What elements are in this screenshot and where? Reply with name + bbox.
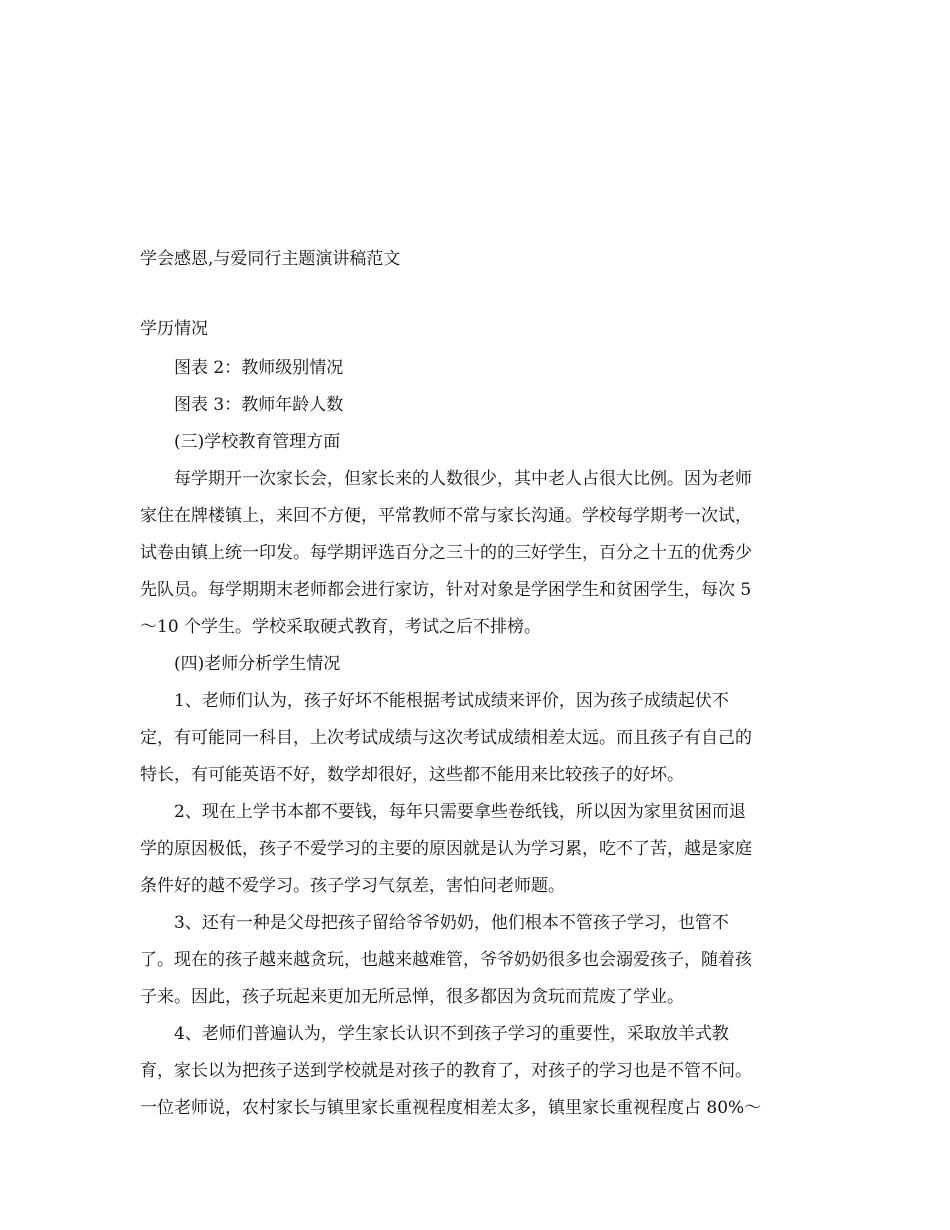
paragraph-line: 了。现在的孩子越来越贪玩，也越来越难管，爷爷奶奶很多也会溺爱孩子，随着孩 xyxy=(140,950,752,970)
sub-heading-teacher-analysis: (四)老师分析学生情况 xyxy=(174,654,341,674)
paragraph-line: 每学期开一次家长会，但家长来的人数很少，其中老人占很大比例。因为老师 xyxy=(174,469,752,489)
paragraph-line: 特长，有可能英语不好，数学却很好，这些都不能用来比较孩子的好坏。 xyxy=(140,765,684,785)
paragraph-line: 育，家长以为把孩子送到学校就是对孩子的教育了，对孩子的学习也是不管不问。 xyxy=(140,1061,752,1081)
paragraph-line: 一位老师说，农村家长与镇里家长重视程度相差太多，镇里家长重视程度占 80%～ xyxy=(140,1098,762,1118)
paragraph-line: 条件好的越不爱学习。孩子学习气氛差，害怕问老师题。 xyxy=(140,876,565,896)
paragraph-line: 2、现在上学书本都不要钱，每年只需要拿些卷纸钱，所以因为家里贫困而退 xyxy=(174,802,746,822)
paragraph-point-4 xyxy=(140,1016,820,1127)
paragraph-line: 1、老师们认为，孩子好坏不能根据考试成绩来评价，因为孩子成绩起伏不 xyxy=(174,691,729,711)
paragraph-line: 子来。因此，孩子玩起来更加无所忌惮，很多都因为贪玩而荒废了学业。 xyxy=(140,987,684,1007)
paragraph-line: 试卷由镇上统一印发。每学期评选百分之三十的的三好学生，百分之十五的优秀少 xyxy=(140,543,752,563)
paragraph-point-3 xyxy=(140,905,820,1016)
chart-caption-2: 图表 2：教师级别情况 xyxy=(174,358,344,378)
paragraph-line: 3、还有一种是父母把孩子留给爷爷奶奶，他们根本不管孩子学习，也管不 xyxy=(174,913,729,933)
paragraph-parent-meetings xyxy=(140,461,820,646)
paragraph-line: 定，有可能同一科目，上次考试成绩与这次考试成绩相差太远。而且孩子有自己的 xyxy=(140,728,752,748)
paragraph-line: 先队员。每学期期末老师都会进行家访，针对对象是学困学生和贫困学生，每次 5 xyxy=(140,580,752,600)
document-title: 学会感恩,与爱同行主题演讲稿范文 xyxy=(140,249,401,269)
section-heading: 学历情况 xyxy=(140,319,208,339)
paragraph-point-2 xyxy=(140,794,820,905)
chart-caption-3: 图表 3：教师年龄人数 xyxy=(174,395,344,415)
sub-heading-school-management: (三)学校教育管理方面 xyxy=(174,432,341,452)
paragraph-line: 学的原因极低，孩子不爱学习的主要的原因就是认为学习累，吃不了苦，越是家庭 xyxy=(140,839,752,859)
paragraph-line: ～10 个学生。学校采取硬式教育，考试之后不排榜。 xyxy=(140,617,542,637)
paragraph-point-1 xyxy=(140,683,820,794)
document-body xyxy=(140,350,820,1127)
paragraph-line: 家住在牌楼镇上，来回不方便，平常教师不常与家长沟通。学校每学期考一次试， xyxy=(140,506,752,526)
paragraph-line: 4、老师们普遍认为，学生家长认识不到孩子学习的重要性，采取放羊式教 xyxy=(174,1024,729,1044)
